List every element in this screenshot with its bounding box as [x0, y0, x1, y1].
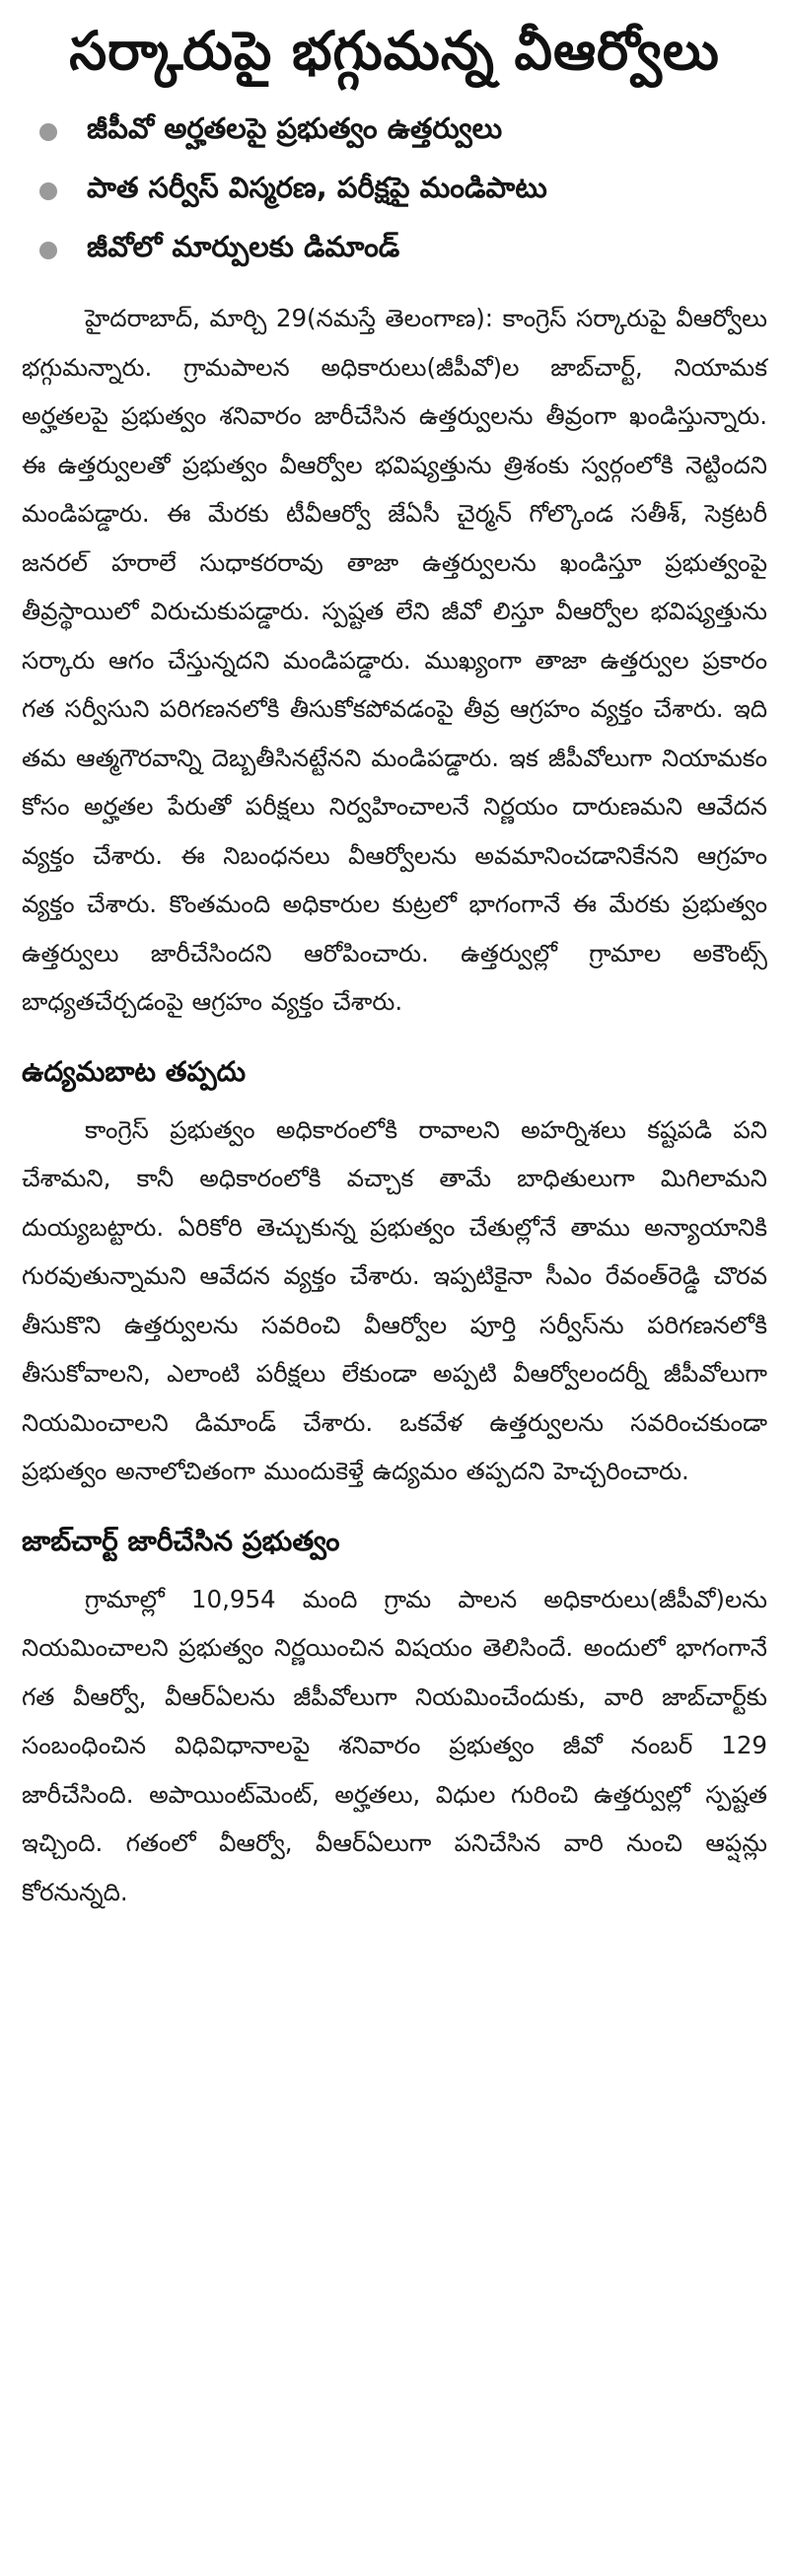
kicker-item [22, 162, 767, 221]
bullet-icon [39, 123, 57, 141]
bullet-icon [39, 242, 57, 259]
section-paragraph: గ్రామాల్లో 10,954 మంది గ్రామ పాలన అధికారులు(జీపీవో)లను నియమించాలని ప్రభుత్వం నిర్ణయించిన విషయం తెలిసిందే. అందులో భాగంగానే గత వీఆర్వో, వీఆర్ఏలను జీపీవోలుగా నియమించేందుకు, వారి జాబ్‌చార్ట్‌కు సంబంధించిన విధివిధానాలపై శనివారం ప్రభుత్వం జీవో నంబర్ 129 జారీచేసింది. అపాయింట్‌మెంట్, అర్హతలు, విధుల గురించి ఉత్తర్వుల్లో స్పష్టత ఇచ్చింది. గతంలో వీఆర్వో, వీఆర్ఏలుగా పనిచేసిన వారి నుంచి ఆప్షన్లు కోరనున్నది. [22, 1584, 767, 1906]
kicker-list [22, 103, 767, 280]
section-heading: ఉద్యమబాట తప్పదు [22, 1054, 247, 1088]
headline: సర్కారుపై భగ్గుమన్న వీఆర్వోలు [69, 20, 720, 82]
kicker-item [22, 221, 767, 280]
kicker-text: జీవోలో మార్పులకు డిమాండ్ [87, 230, 400, 263]
section-heading: జాబ్‌చార్ట్ జారీచేసిన ప్రభుత్వం [22, 1524, 340, 1557]
bullet-icon [39, 182, 57, 200]
kicker-text: పాత సర్వీస్ విస్మరణ, పరీక్షపై మండిపాటు [87, 171, 547, 204]
lead-paragraph: హైదరాబాద్, మార్చి 29(నమస్తే తెలంగాణ): కాంగ్రెస్ సర్కారుపై వీఆర్వోలు భగ్గుమన్నారు. గ్రామపాలన అధికారులు(జీపీవో)ల జాబ్‌చార్ట్, నియామక అర్హతలపై ప్రభుత్వం శనివారం జారీచేసిన ఉత్తర్వులను తీవ్రంగా ఖండిస్తున్నారు. ఈ ఉత్తర్వులతో ప్రభుత్వం వీఆర్వోల భవిష్యత్తును త్రిశంకు స్వర్గంలోకి నెట్టిందని మండిపడ్డారు. ఈ మేరకు టీవీఆర్వో జేఏసీ చైర్మన్ గోల్కొండ సతీశ్, సెక్రటరీ జనరల్ హరాలే సుధాకరరావు తాజా ఉత్తర్వులను ఖండిస్తూ ప్రభుత్వంపై తీవ్రస్థాయిలో విరుచుకుపడ్డారు. స్పష్టత లేని జీవో లిస్తూ వీఆర్వోల భవిష్యత్తును సర్కారు ఆగం చేస్తున్నదని మండిపడ్డారు. ముఖ్యంగా తాజా ఉత్తర్వుల ప్రకారం గత సర్వీసుని పరిగణనలోకి తీసుకోకపోవడంపై తీవ్ర ఆగ్రహం వ్యక్తం చేశారు. ఇది తమ ఆత్మగౌరవాన్ని దెబ్బతీసినట్టేనని మండిపడ్డారు. ఇక జీపీవోలుగా నియామకం కోసం అర్హతల పేరుతో పరీక్షలు నిర్వహించాలనే నిర్ణయం దారుణమని ఆవేదన వ్యక్తం చేశారు. ఈ నిబంధనలు వీఆర్వోలను అవమానించడానికేనని ఆగ్రహం వ్యక్తం చేశారు. కొంతమంది అధికారుల కుట్రలో భాగంగానే ఈ మేరకు ప్రభుత్వం ఉత్తర్వులు జారీచేసిందని ఆరోపించారు. ఉత్తర్వుల్లో గ్రామాల అకౌంట్స్ బాధ్యతచేర్చడంపై ఆగ్రహం వ్యక్తం చేశారు. [22, 304, 767, 1016]
section-paragraph: కాంగ్రెస్ ప్రభుత్వం అధికారంలోకి రావాలని అహర్నిశలు కష్టపడి పని చేశామని, కానీ అధికారంలోకి వచ్చాక తామే బాధితులుగా మిగిలామని దుయ్యబట్టారు. ఏరికోరి తెచ్చుకున్న ప్రభుత్వం చేతుల్లోనే తాము అన్యాయానికి గురవుతున్నామని ఆవేదన వ్యక్తం చేశారు. ఇప్పటికైనా సీఎం రేవంత్‌రెడ్డి చొరవ తీసుకొని ఉత్తర్వులను సవరించి వీఆర్వోల పూర్తి సర్వీస్‌ను పరిగణనలోకి తీసుకోవాలని, ఎలాంటి పరీక్షలు లేకుండా అప్పటి వీఆర్వోలందర్నీ జీపీవోలుగా నియమించాలని డిమాండ్ చేశారు. ఒకవేళ ఉత్తర్వులను సవరించకుండా ప్రభుత్వం అనాలోచితంగా ముందుకెళ్తే ఉద్యమం తప్పదని హెచ్చరించారు. [22, 1114, 767, 1485]
kicker-item [22, 103, 767, 162]
kicker-text: జీపీవో అర్హతలపై ప్రభుత్వం ఉత్తర్వులు [87, 111, 503, 145]
